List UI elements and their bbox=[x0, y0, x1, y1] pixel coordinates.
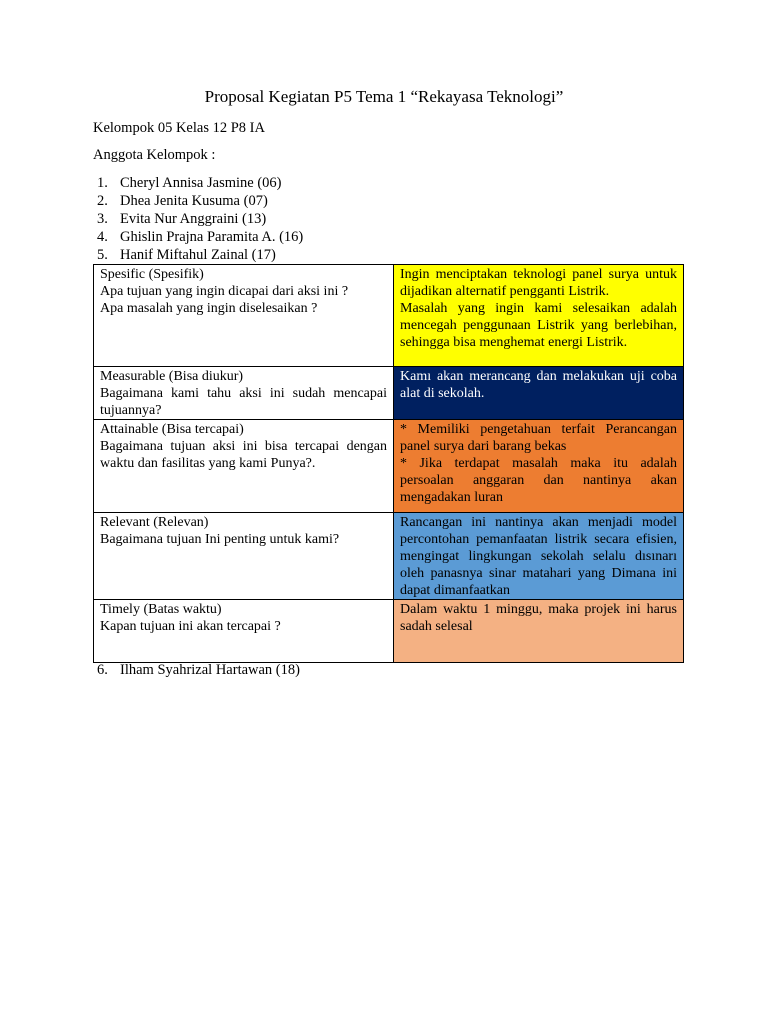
criteria-cell bbox=[94, 600, 394, 663]
member-item bbox=[97, 174, 282, 192]
answer-text: Ingin menciptakan teknologi panel surya untuk dijadikan alternatif pengganti Listrik. bbox=[400, 267, 677, 299]
answer-text: Rancangan ini nantinya akan menjadi model percontohan pemanfaatan listrik secara efisien, mengingat lingkungan sekolah selalu dısınarı oleh panasnya sinar matahari yang Dimana ini dapat dimanfaatkan bbox=[400, 515, 677, 598]
criteria-cell bbox=[94, 420, 394, 513]
smart-row-attainable bbox=[94, 420, 684, 513]
member-number: 2. bbox=[97, 193, 108, 209]
answer-text: Kamı akan merancang dan melakukan uji coba alat di sekolah. bbox=[400, 369, 677, 401]
member-item bbox=[97, 228, 303, 246]
member-number: 1. bbox=[97, 175, 108, 191]
criteria-question: Kapan tujuan ini akan tercapai ? bbox=[100, 619, 281, 634]
member-number: 6. bbox=[97, 662, 108, 678]
answer-text: * Memiliki pengetahuan terfait Perancangan panel surya dari barang bekas bbox=[400, 422, 677, 454]
member-item bbox=[97, 246, 276, 264]
member-number: 4. bbox=[97, 229, 108, 245]
member-item bbox=[97, 210, 266, 228]
criteria-heading: Attainable (Bisa tercapai) bbox=[100, 422, 244, 437]
member-number: 5. bbox=[97, 247, 108, 263]
member-number: 3. bbox=[97, 211, 108, 227]
criteria-question: Apa masalah yang ingin diselesaikan ? bbox=[100, 301, 318, 316]
smart-row-timely bbox=[94, 600, 684, 663]
answer-cell bbox=[394, 367, 684, 420]
member-name: Dhea Jenita Kusuma (07) bbox=[120, 193, 268, 209]
member-item bbox=[97, 192, 268, 210]
member-name: Ilham Syahrizal Hartawan (18) bbox=[120, 662, 300, 678]
smart-row-measurable bbox=[94, 367, 684, 420]
criteria-question: Apa tujuan yang ingin dicapai dari aksi ini ? bbox=[100, 284, 349, 299]
member-name: Hanif Miftahul Zainal (17) bbox=[120, 247, 276, 263]
smart-table bbox=[93, 264, 684, 663]
answer-cell bbox=[394, 513, 684, 600]
member-name: Cheryl Annisa Jasmine (06) bbox=[120, 175, 282, 191]
criteria-cell bbox=[94, 265, 394, 367]
criteria-heading: Timely (Batas waktu) bbox=[100, 602, 222, 617]
members-label: Anggota Kelompok : bbox=[93, 147, 216, 163]
answer-text: Dalam waktu 1 minggu, maka projek ini harus sadah selesal bbox=[400, 602, 677, 634]
group-info: Kelompok 05 Kelas 12 P8 IA bbox=[93, 120, 265, 136]
criteria-question: Bagaimana kami tahu aksi ini sudah mencapai tujuannya? bbox=[100, 386, 387, 418]
criteria-heading: Relevant (Relevan) bbox=[100, 515, 209, 530]
smart-row-specific bbox=[94, 265, 684, 367]
answer-text: Masalah yang ingin kami selesaikan adalah mencegah penggunaan Listrik yang berlebihan, sehingga bisa menghemat energi Listrik. bbox=[400, 301, 677, 350]
criteria-question: Bagaimana tujuan aksi ini bisa tercapai dengan waktu dan fasilitas yang kami Punya?. bbox=[100, 439, 387, 471]
member-item bbox=[97, 661, 300, 679]
criteria-cell bbox=[94, 367, 394, 420]
answer-text: * Jika terdapat masalah maka itu adalah persoalan anggaran dan nantinya akan mengadakan luran bbox=[400, 456, 677, 505]
member-name: Ghislin Prajna Paramita A. (16) bbox=[120, 229, 304, 245]
answer-cell bbox=[394, 420, 684, 513]
criteria-question: Bagaimana tujuan Ini penting untuk kami? bbox=[100, 532, 340, 547]
criteria-heading: Spesific (Spesifik) bbox=[100, 267, 204, 282]
criteria-cell bbox=[94, 513, 394, 600]
answer-cell bbox=[394, 600, 684, 663]
smart-row-relevant bbox=[94, 513, 684, 600]
answer-cell bbox=[394, 265, 684, 367]
document-title: Proposal Kegiatan P5 Tema 1 “Rekayasa Teknologi” bbox=[204, 87, 564, 106]
member-name: Evita Nur Anggraini (13) bbox=[120, 211, 267, 227]
criteria-heading: Measurable (Bisa diukur) bbox=[100, 369, 244, 384]
